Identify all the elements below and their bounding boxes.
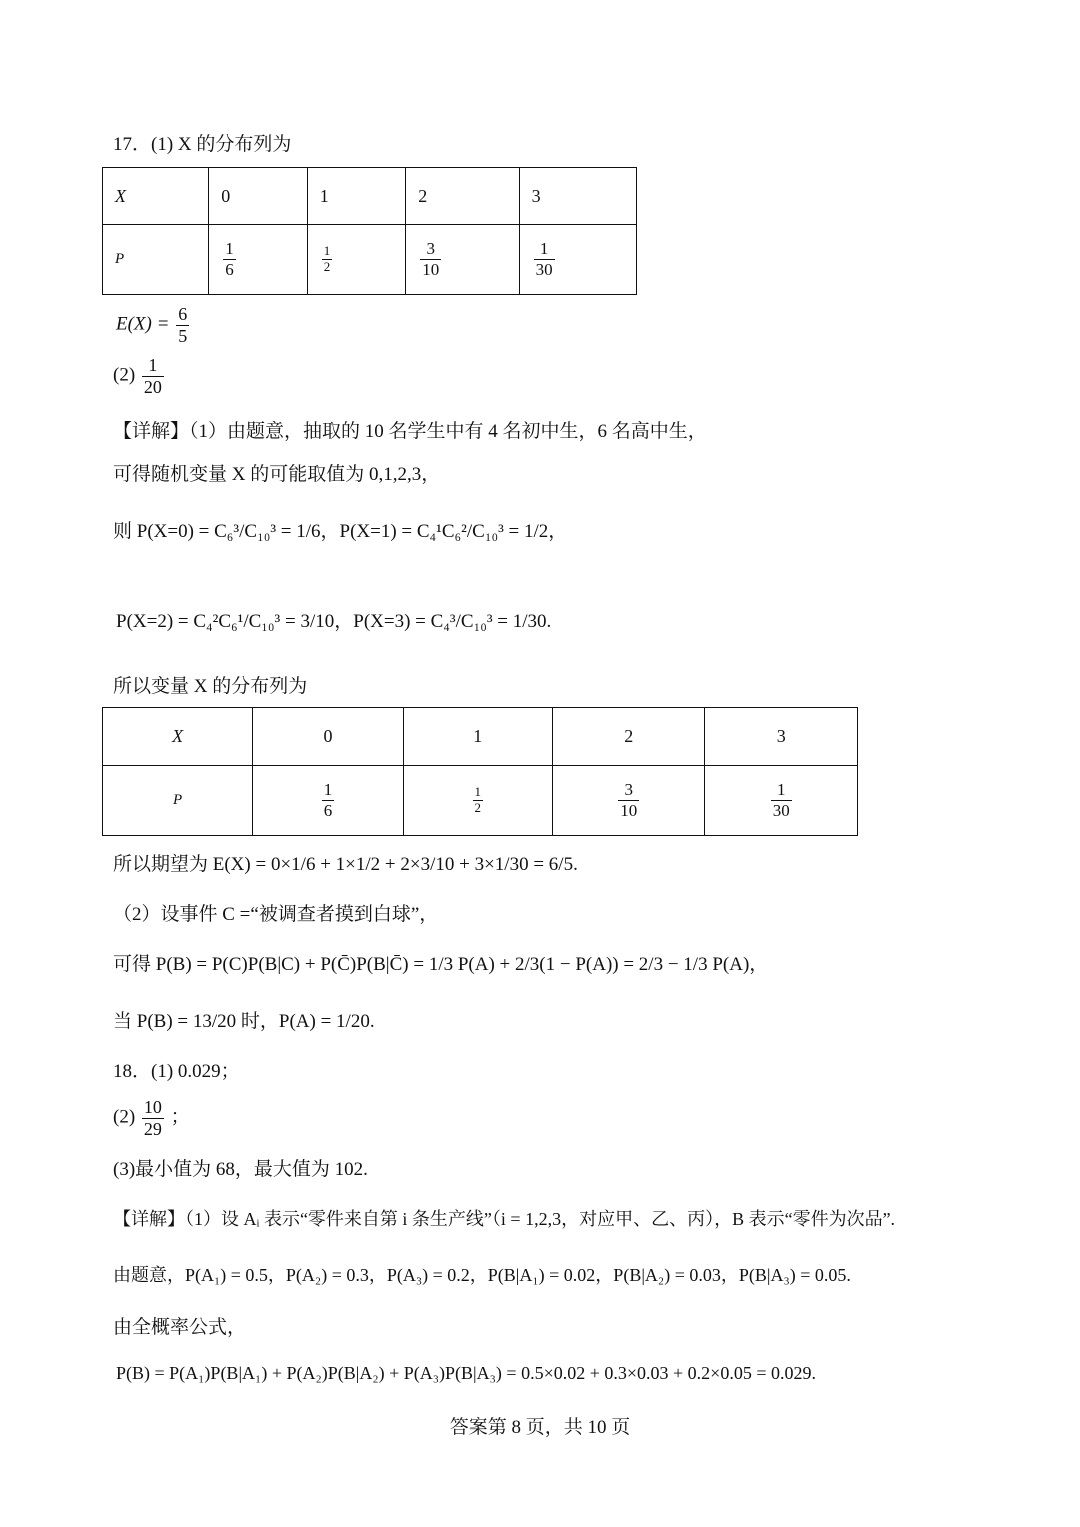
page-footer: 答案第 8 页，共 10 页 — [449, 1417, 631, 1438]
table-cell: 1 — [403, 708, 552, 766]
table-cell: 0 — [209, 168, 308, 225]
probability-calc-line: 则 P(X=0) = C₆³/C₁₀³ = 1/6，P(X=1) = C₄¹C₆²/C₁₀³ = 1/2， — [113, 521, 568, 542]
distribution-table-1 — [102, 167, 637, 295]
table-cell: X — [103, 708, 253, 766]
table-cell: X — [103, 168, 209, 225]
table-cell: P — [103, 225, 209, 295]
table-row — [103, 168, 637, 225]
probability-calc-line: P(X=2) = C₄²C₆¹/C₁₀³ = 3/10，P(X=3) = C₄³/C₁₀³ = 1/30. — [116, 611, 552, 632]
detail-text: 【详解】（1）由题意，抽取的 10 名学生中有 4 名初中生，6 名高中生， — [113, 421, 707, 442]
table-cell: 1 — [307, 168, 405, 225]
table-row — [103, 225, 637, 295]
q18-answer-3: (3)最小值为 68，最大值为 102. — [113, 1159, 368, 1180]
q18-answer-1: 18．(1) 0.029； — [113, 1061, 240, 1082]
q18-answer-2: (2) $\frac{10}{29}$ ； — [113, 1097, 190, 1139]
detail-text: 所以变量 X 的分布列为 — [113, 676, 308, 697]
expectation-answer: E(X) = $\frac{6}{5}$ — [116, 304, 188, 346]
table-row — [103, 766, 858, 836]
detail-text: 由题意，P(A₁) = 0.5，P(A₂) = 0.3，P(A₃) = 0.2，P(B|A₁) = 0.02，P(B|A₂) = 0.03，P(B|A₃) = 0.05. — [113, 1265, 851, 1285]
probability-calc-line: 当 P(B) = 13/20 时，P(A) = 1/20. — [113, 1011, 375, 1032]
table-cell: P — [103, 766, 253, 836]
detail-text: 由全概率公式， — [113, 1317, 247, 1338]
distribution-table-2 — [102, 707, 858, 836]
table-cell: 3 — [705, 708, 858, 766]
table-cell: $\frac{1}{30}$ — [705, 766, 858, 836]
table-cell: $\frac{1}{6}$ — [209, 225, 308, 295]
table-cell: $\frac{3}{10}$ — [406, 225, 519, 295]
part2-answer: (2) $\frac{1}{20}$ — [113, 355, 162, 397]
table-cell: $\frac{1}{30}$ — [519, 225, 636, 295]
expectation-line: 所以期望为 E(X) = 0×1/6 + 1×1/2 + 2×3/10 + 3×1/30 = 6/5. — [113, 854, 578, 875]
probability-calc-line: 可得 P(B) = P(C)P(B|C) + P(C̄)P(B|C̄) = 1/3 P(A) + 2/3(1 − P(A)) = 2/3 − 1/3 P(A)， — [113, 954, 769, 975]
table-cell: $\frac{3}{10}$ — [552, 766, 705, 836]
table-row — [103, 708, 858, 766]
table-cell: $\frac{1}{2}$ — [403, 766, 552, 836]
detail-text: 【详解】（1）设 Aᵢ 表示“零件来自第 i 条生产线”（i = 1,2,3，对应甲、乙、丙），B 表示“零件为次品”. — [113, 1209, 896, 1229]
detail-text: 可得随机变量 X 的可能取值为 0,1,2,3， — [113, 464, 441, 485]
q17-heading: 17．(1) X 的分布列为 — [113, 134, 292, 155]
probability-calc-line: P(B) = P(A₁)P(B|A₁) + P(A₂)P(B|A₂) + P(A₃)P(B|A₃) = 0.5×0.02 + 0.3×0.03 + 0.2×0.05 = 0.029. — [116, 1363, 816, 1383]
table-cell: $\frac{1}{6}$ — [253, 766, 403, 836]
table-cell: $\frac{1}{2}$ — [307, 225, 405, 295]
table-cell: 2 — [552, 708, 705, 766]
table-cell: 0 — [253, 708, 403, 766]
table-cell: 2 — [406, 168, 519, 225]
detail-text: （2）设事件 C =“被调查者摸到白球”， — [113, 904, 439, 925]
table-cell: 3 — [519, 168, 636, 225]
